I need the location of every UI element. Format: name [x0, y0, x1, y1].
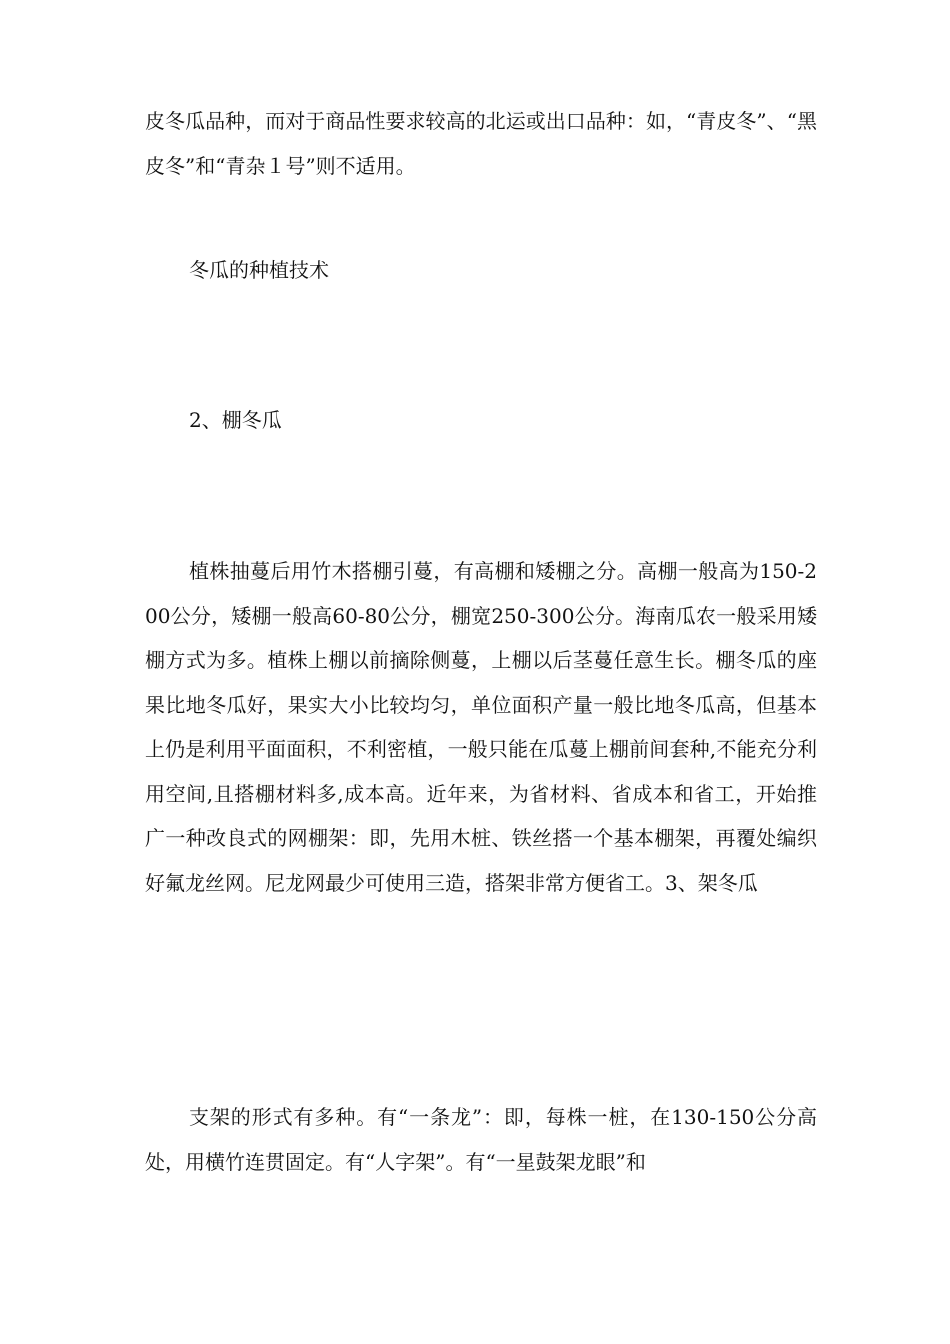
paragraph-trellis-forms: 支架的形式有多种。有“一条龙”：即，每株一桩，在130-150公分高处，用横竹连贯固定。有“人字架”。有“一星鼓架龙眼”和: [145, 1105, 817, 1174]
heading-shed-winter-melon: 2、棚冬瓜: [189, 408, 282, 432]
paragraph-intro-continued: 皮冬瓜品种，而对于商品性要求较高的北运或出口品种：如，“青皮冬”、“黑皮冬”和“青杂１号”则不适用。: [145, 109, 817, 178]
paragraph-shed-winter-melon: 植株抽蔓后用竹木搭棚引蔓，有高棚和矮棚之分。高棚一般高为150-200公分，矮棚一般高60-80公分，棚宽250-300公分。海南瓜农一般采用矮棚方式为多。植株上棚以前摘除侧蔓，上棚以后茎蔓任意生长。棚冬瓜的座果比地冬瓜好，果实大小比较均匀，单位面积产量一般比地冬瓜高，但基本上仍是利用平面面积，不利密植，一般只能在瓜蔓上棚前间套种,不能充分利用空间,且搭棚材料多,成本高。近年来，为省材料、省成本和省工，开始推广一种改良式的网棚架：即，先用木桩、铁丝搭一个基本棚架，再覆处编织好氟龙丝网。尼龙网最少可使用三造，搭架非常方便省工。3、架冬瓜: [145, 559, 817, 895]
heading-planting-technique: 冬瓜的种植技术: [189, 258, 329, 282]
